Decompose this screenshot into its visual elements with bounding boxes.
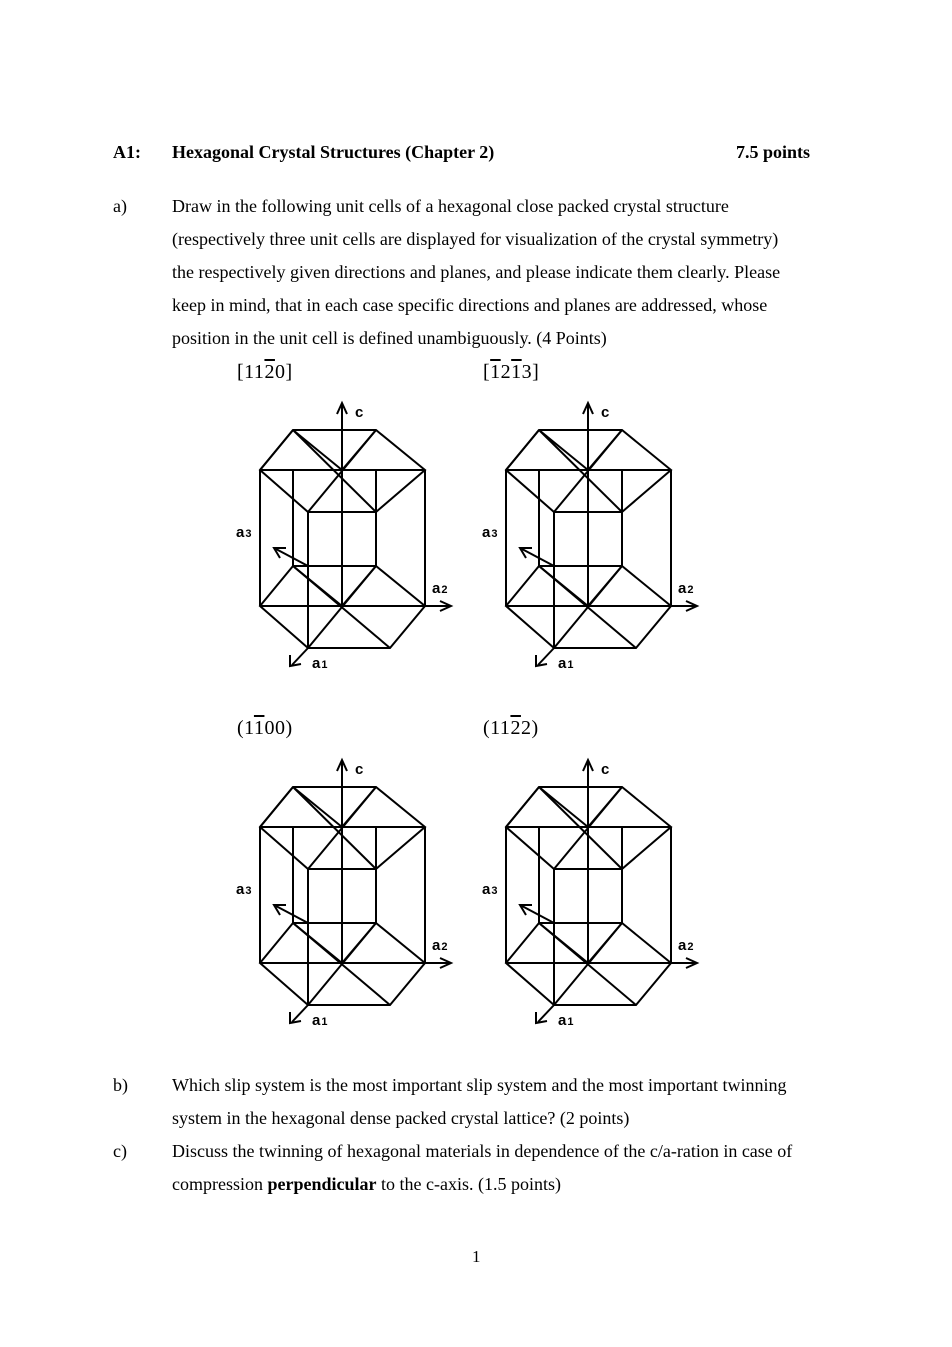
miller-index-digit: ): [531, 717, 539, 739]
miller-index-digit: 11: [244, 361, 265, 383]
page-number: 1: [472, 1247, 481, 1266]
question-number: A1:: [113, 142, 141, 162]
miller-index-digit: 11: [490, 717, 511, 739]
part-c-label: c): [113, 1141, 127, 1161]
part-a-line: keep in mind, that in each case specific directions and planes are addressed, whose: [172, 295, 768, 315]
part-a-line: the respectively given directions and planes, and please indicate them clearly. Please: [172, 262, 781, 282]
miller-index-digit: 00: [264, 717, 286, 739]
miller-index-digit: ]: [532, 361, 540, 383]
a3-axis-label: a3: [236, 524, 252, 541]
part-a-line: position in the unit cell is defined unambiguously. (4 Points): [172, 328, 607, 348]
miller-index-digit: (: [237, 717, 245, 739]
part-a-label: a): [113, 196, 127, 216]
a1-axis-label: a1: [312, 655, 328, 672]
miller-index-digit: 1: [253, 717, 265, 739]
part-b-text: [172, 1069, 852, 1135]
part-b-label: b): [113, 1075, 128, 1095]
c-axis-label: c: [355, 404, 364, 421]
part-a-line: Draw in the following unit cells of a hexagonal close packed crystal structure: [172, 196, 729, 216]
question-points: 7.5 points: [736, 142, 811, 162]
hcp-unit-cell-figure: [236, 760, 451, 1029]
miller-index-digit: 1: [490, 361, 501, 383]
hcp-unit-cell-figure: [236, 403, 451, 672]
part-c-line: compression perpendicular to the c-axis. (1.5 points): [172, 1174, 561, 1194]
miller-index-digit: (: [483, 717, 491, 739]
miller-index-digit: 2: [510, 717, 521, 739]
miller-index-digit: 0: [274, 361, 286, 383]
a2-axis-label: a2: [432, 580, 448, 597]
hcp-unit-cell-figure: [482, 403, 697, 672]
miller-index-digit: 1: [244, 717, 254, 739]
part-a-line: (respectively three unit cells are displayed for visualization of the crystal symmetry): [172, 229, 779, 249]
miller-index-digit: ): [285, 717, 293, 739]
miller-index-digit: [: [483, 361, 491, 383]
emphasis-perpendicular: perpendicular: [267, 1174, 377, 1194]
part-b-line: system in the hexagonal dense packed crystal lattice? (2 points): [172, 1108, 630, 1128]
miller-index-digit: 2: [520, 717, 532, 739]
part-c-text: [172, 1135, 852, 1201]
hcp-unit-cell-figure: [482, 760, 697, 1029]
miller-index-digit: 2: [500, 361, 512, 383]
part-c-line: Discuss the twinning of hexagonal materials in dependence of the c/a-ration in case of: [172, 1141, 793, 1161]
miller-index-digit: 2: [264, 361, 275, 383]
miller-index-digit: 1: [511, 361, 522, 383]
part-b-line: Which slip system is the most important slip system and the most important twinning: [172, 1075, 787, 1095]
miller-index-digit: 3: [521, 361, 533, 383]
miller-index-digit: ]: [285, 361, 293, 383]
miller-index-digit: [: [237, 361, 245, 383]
question-title: Hexagonal Crystal Structures (Chapter 2): [172, 142, 495, 162]
